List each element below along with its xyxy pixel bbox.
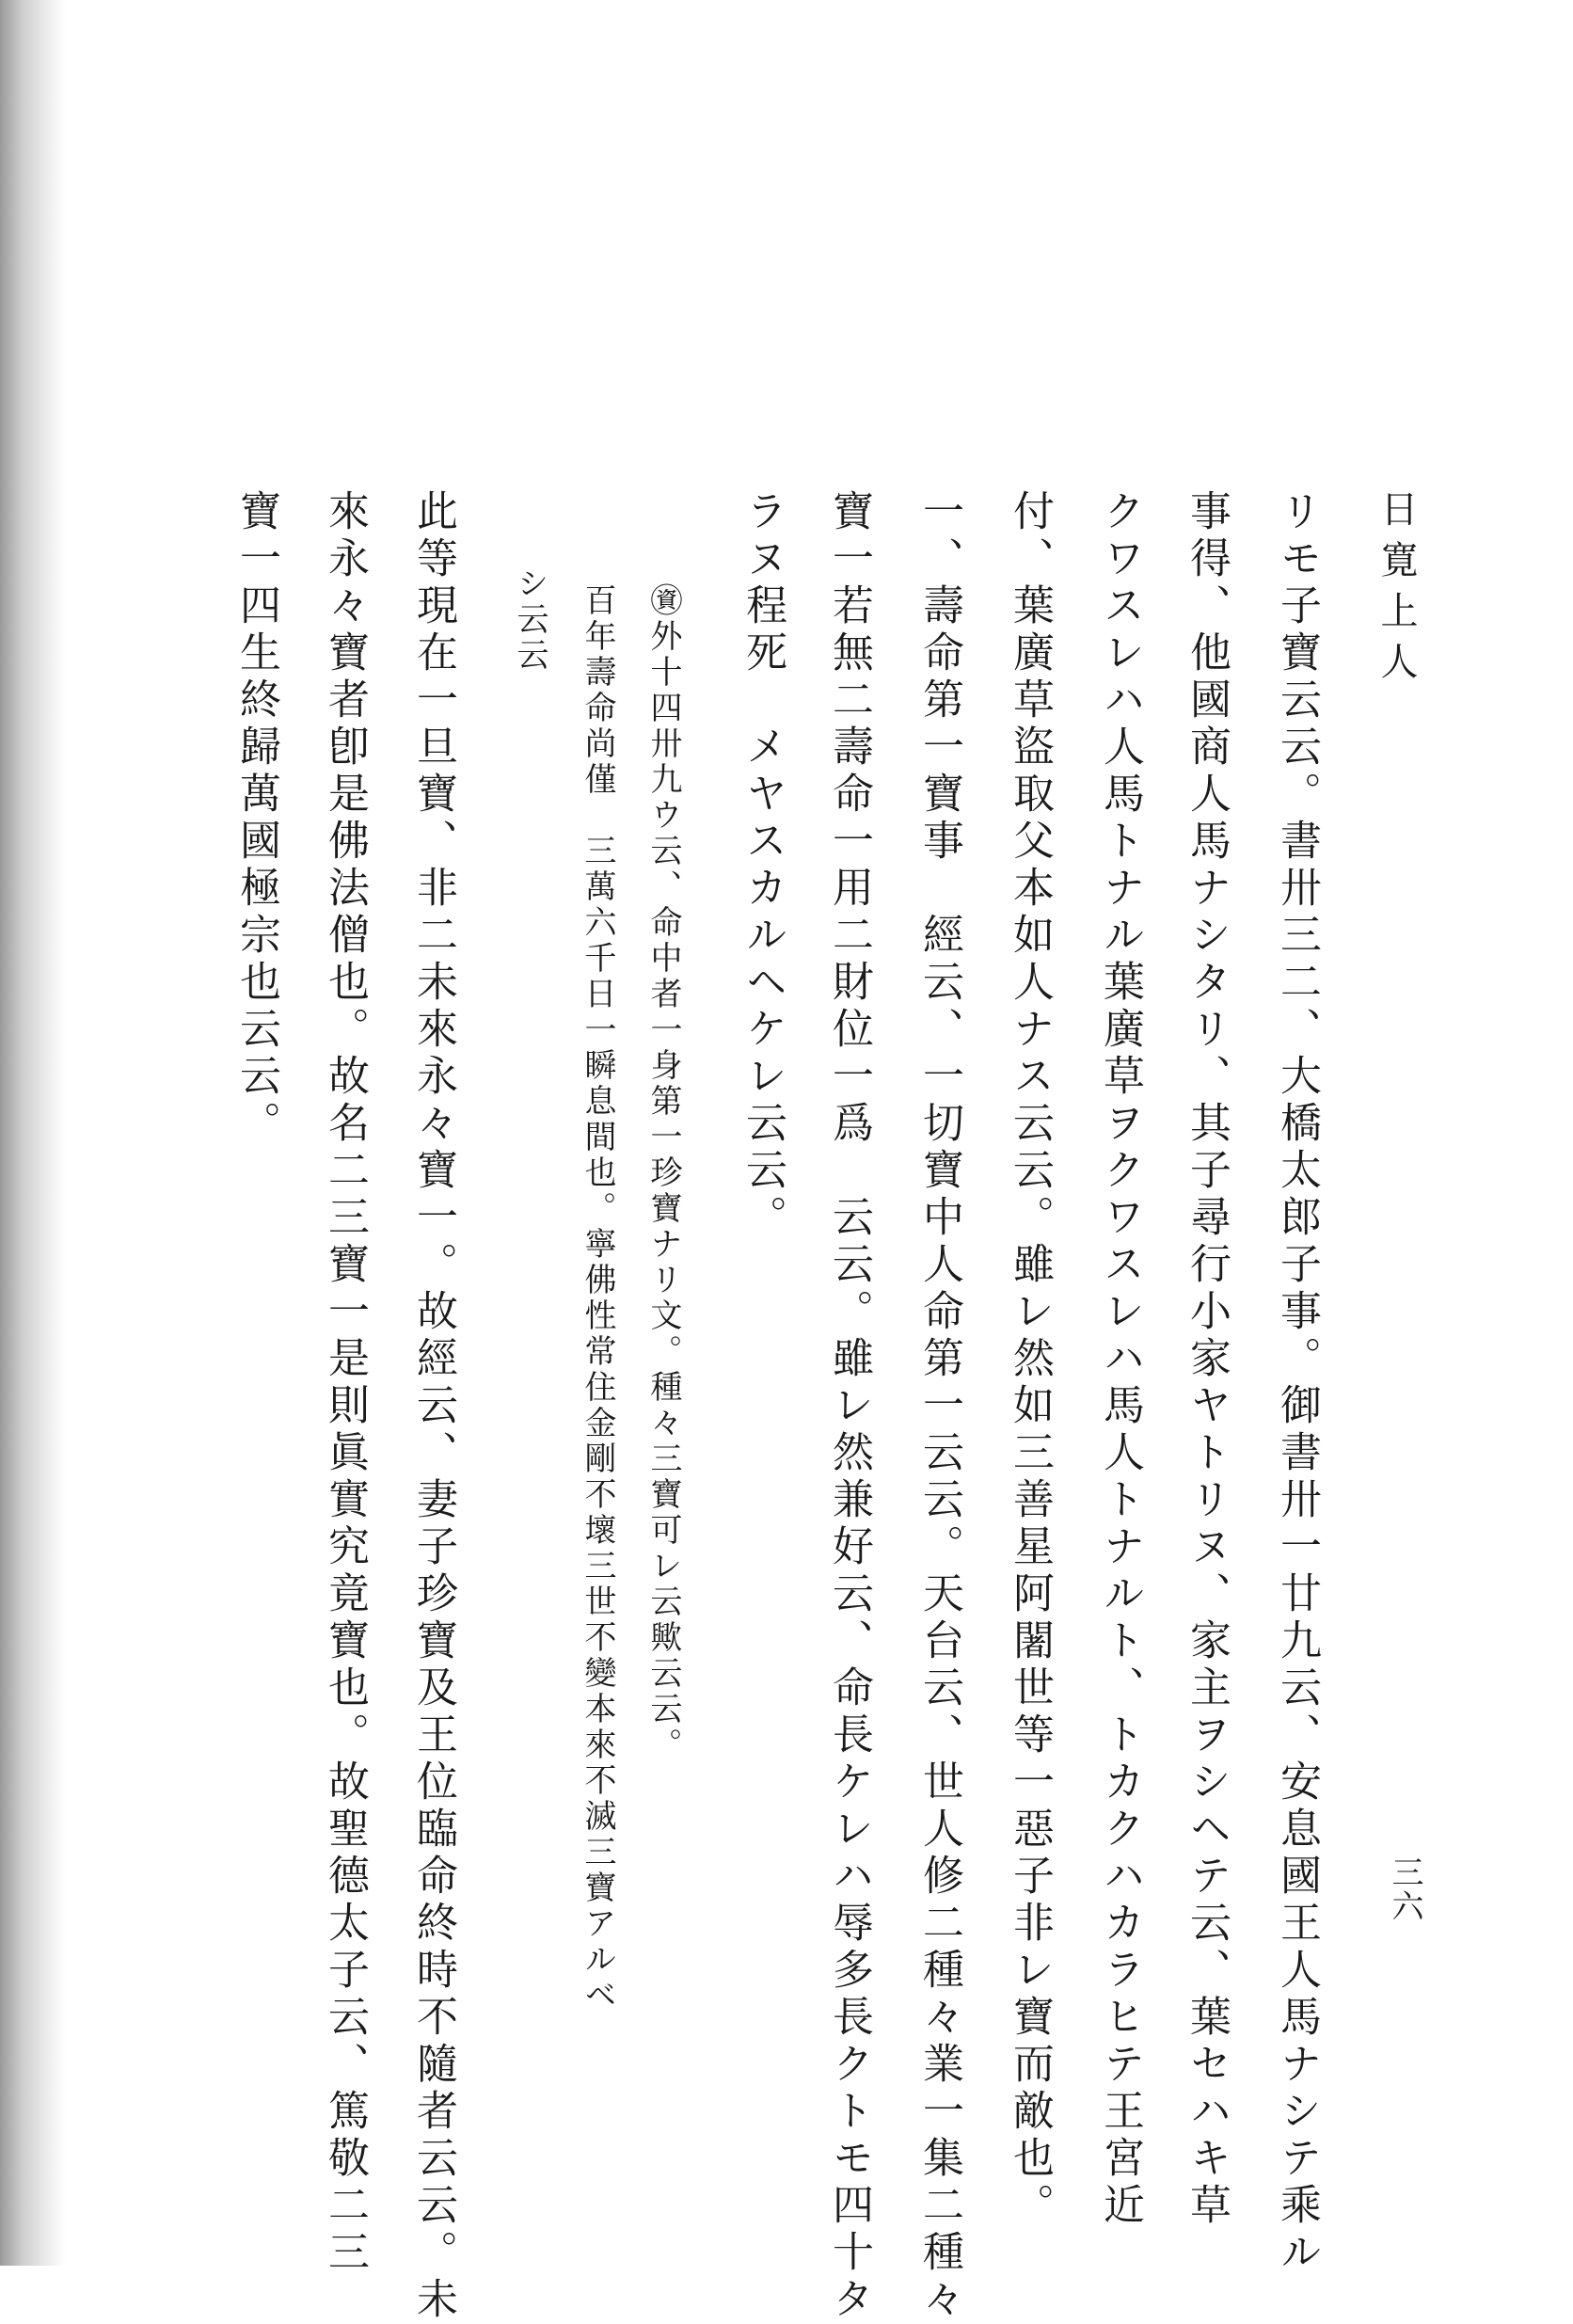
text-column-10: 寶一四生終歸萬國極宗也云云。 [232,489,280,1148]
text-column-2: 事得、他國商人馬ナシタリ、其子尋行小家ヤトリヌ、家主ヲシヘテ云、葉セハキ草 [1183,489,1231,2230]
note-column-2: 百年壽命尚僅 三萬六千日一瞬息間也。寧佛性常住金剛不壞三世不變本來不滅三寶アルベ [579,583,616,2014]
text-column-4: 付、葉廣草盜取父本如人ナス云云。雖レ然如三善星阿闍世等一惡子非レ寶而敵也。 [1006,489,1054,2230]
text-column-9: 來永々寶者卽是佛法僧也。故名二三寶一是則眞實究竟寶也。故聖德太子云、篤敬二三 [321,489,369,2277]
text-column-8: 此等現在一旦寶、非二未來永々寶一。故經云、妻子珍寶及王位臨命終時不隨者云云。未 [409,489,457,2324]
text-column-7: ラヌ程死 メヤスカルヘケレ云云。 [739,489,786,1242]
text-column-5: 一、壽命第一寶事 經云、一切寶中人命第一云云。天台云、世人修二種々業一集二種々 [915,489,963,2324]
text-column-6: 寶一若無二壽命一用二財位一爲 云云。雖レ然兼好云、命長ケレハ辱多長クトモ四十タ [825,489,873,2324]
page-number: 三六 [1386,1855,1423,1923]
note-column-1: ㊮外十四卅九ウ云、命中者一身第一珍寶ナリ文。種々三寶可レ云歟云云。 [644,583,682,1763]
binding-shadow [0,0,66,2266]
text-column-3: クワスレハ人馬トナル葉廣草ヲクワスレハ馬人トナルト、トカクハカラヒテ王宮近 [1096,489,1144,2230]
text-column-1: リモ子寶云云。書卅三二、大橋太郎子事。御書卅一廿九云、安息國王人馬ナシテ乘ル [1273,489,1321,2277]
running-title: 日寛上人 [1374,489,1418,692]
note-column-3: シ云云 [511,566,548,674]
